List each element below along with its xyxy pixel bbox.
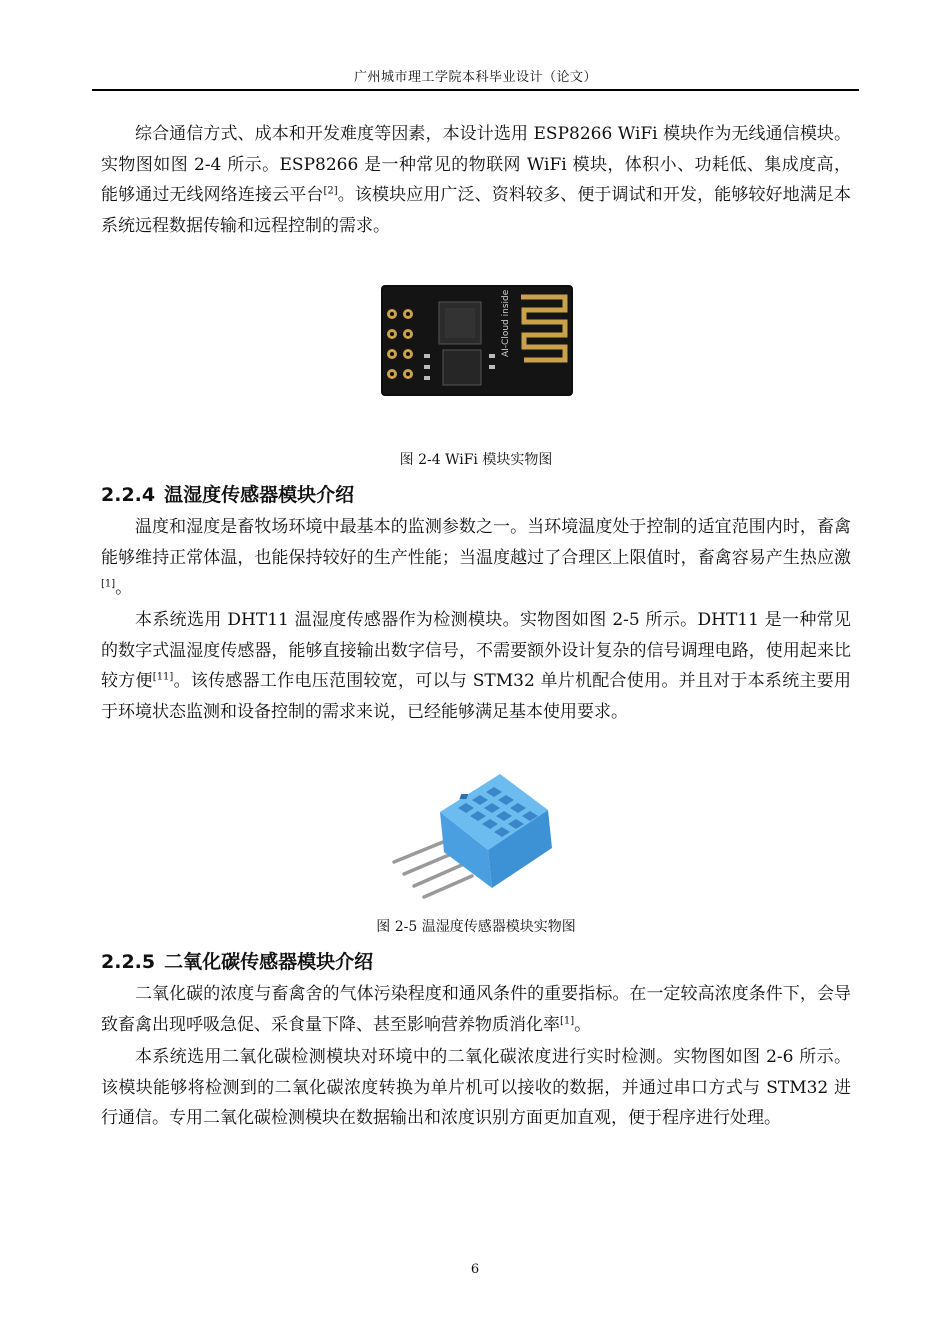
- paragraph-temp-humidity: [101, 512, 851, 604]
- paragraph-text-tail: 。: [574, 1014, 592, 1035]
- paragraph-text-tail: 。该传感器工作电压范围较宽，可以与 STM32 单片机配合使用。并且对于本系统主要用于环境状态监测和设备控制的需求来说，已经能够满足基本使用要求。: [101, 671, 851, 722]
- citation: [1]: [101, 578, 116, 590]
- dht11-sensor-photo: [392, 770, 558, 900]
- section-number: 2.2.5: [101, 951, 156, 973]
- paragraph-co2-module: [101, 1042, 851, 1134]
- paragraph-dht11: [101, 605, 851, 727]
- wifi-module-photo: [381, 285, 573, 396]
- page-number: 6: [470, 1262, 480, 1277]
- citation: [1]: [560, 1014, 575, 1026]
- section-title: 温湿度传感器模块介绍: [164, 484, 355, 506]
- citation: [11]: [152, 671, 174, 683]
- section-heading-2-2-5: [101, 947, 373, 974]
- board-silkscreen: AI-Cloud inside: [501, 289, 511, 357]
- figure-caption-2-4: 图 2-4 WiFi 模块实物图: [399, 452, 553, 468]
- header-rule: [92, 89, 859, 91]
- citation: [2]: [323, 185, 338, 197]
- paragraph-text: 温度和湿度是畜牧场环境中最基本的监测参数之一。当环境温度处于控制的适宜范围内时，畜禽能够维持正常体温，也能保持较好的生产性能；当温度越过了合理区上限值时，畜禽容易产生热应激: [101, 517, 851, 568]
- paragraph-text-tail: 。该模块应用广泛、资料较多、便于调试和开发，能够较好地满足本系统远程数据传输和远程控制的需求。: [101, 185, 852, 236]
- running-header: 广州城市理工学院本科毕业设计（论文）: [353, 70, 597, 85]
- section-heading-2-2-4: [101, 480, 354, 507]
- figure-caption-2-5: 图 2-5 温湿度传感器模块实物图: [376, 919, 576, 935]
- paragraph-co2: [101, 979, 851, 1040]
- section-title: 二氧化碳传感器模块介绍: [164, 951, 374, 973]
- paragraph-text: 本系统选用 DHT11 温湿度传感器作为检测模块。实物图如图 2-5 所示。DHT11 是一种常见的数字式温湿度传感器，能够直接输出数字信号，不需要额外设计复杂的信号调理电路，使用起来比较方便: [101, 610, 851, 691]
- paragraph-wifi-intro: [101, 119, 851, 241]
- paragraph-text: 本系统选用二氧化碳检测模块对环境中的二氧化碳浓度进行实时检测。实物图如图 2-6 所示。该模块能够将检测到的二氧化碳浓度转换为单片机可以接收的数据，并通过串口方式与 STM32 进行通信。专用二氧化碳检测模块在数据输出和浓度识别方面更加直观，便于程序进行处理。: [101, 1047, 851, 1128]
- section-number: 2.2.4: [101, 484, 156, 506]
- paragraph-text: 综合通信方式、成本和开发难度等因素，本设计选用 ESP8266 WiFi 模块作为无线通信模块。实物图如图 2-4 所示。ESP8266 是一种常见的物联网 WiFi 模块，体积小、功耗低、集成度高，能够通过无线网络连接云平台: [101, 124, 851, 205]
- paragraph-text-tail: 。: [115, 578, 133, 598]
- paragraph-text: 二氧化碳的浓度与畜禽舍的气体污染程度和通风条件的重要指标。在一定较高浓度条件下，会导致畜禽出现呼吸急促、采食量下降、甚至影响营养物质消化率: [101, 984, 851, 1035]
